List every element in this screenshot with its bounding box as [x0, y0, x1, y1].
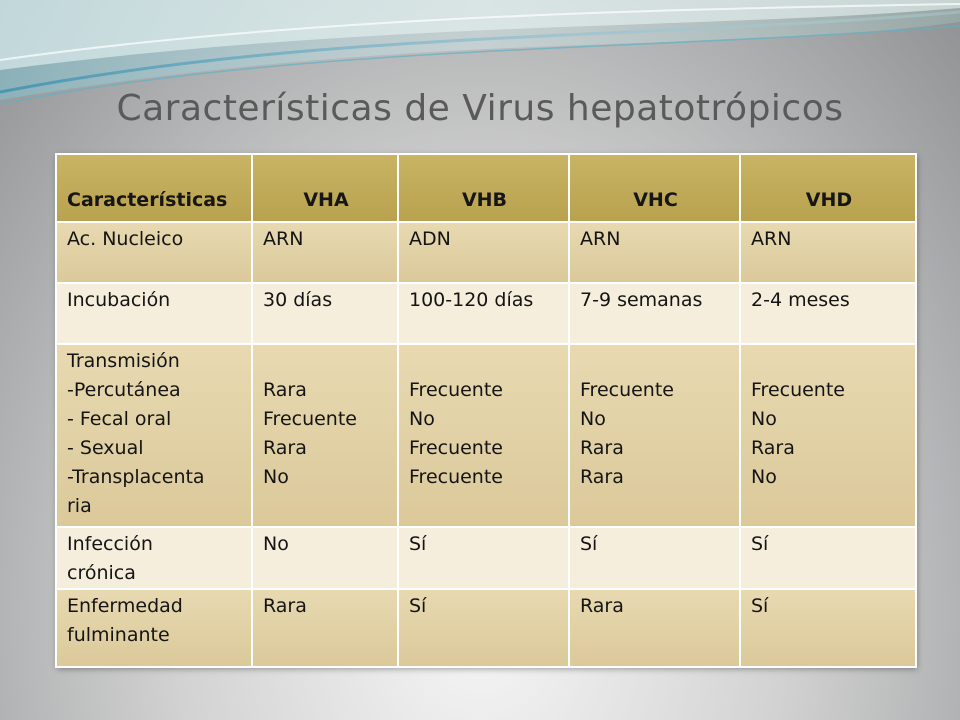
table-cell: Rara	[569, 589, 740, 667]
table-cell: 30 días	[252, 283, 398, 344]
table-header-row	[56, 154, 916, 222]
row-label-transmision: Transmisión -Percutánea - Fecal oral - Sexual -Transplacenta ria	[67, 350, 205, 517]
row-label-infeccion-cell	[56, 527, 252, 589]
row-label-enfermedad-cell	[56, 589, 252, 667]
table-cell: Frecuente No Frecuente Frecuente	[409, 379, 503, 488]
table-cell: Rara	[252, 589, 398, 667]
table-row	[56, 589, 916, 667]
table-cell: ARN	[569, 222, 740, 283]
table-cell: ARN	[740, 222, 916, 283]
table-cell: 100-120 días	[398, 283, 569, 344]
header-vhc: VHC	[569, 154, 740, 222]
table-cell: ARN	[252, 222, 398, 283]
row-label-enfermedad-fulminante: Enfermedad fulminante	[67, 595, 183, 646]
table-cell: Frecuente No Rara Rara	[580, 379, 674, 488]
table-cell: Frecuente No Rara No	[751, 379, 845, 488]
virus-comparison-table	[55, 153, 917, 668]
table-cell: No	[252, 527, 398, 589]
row-label-infeccion-cronica: Infección crónica	[67, 533, 153, 584]
header-vha: VHA	[252, 154, 398, 222]
header-vhb: VHB	[398, 154, 569, 222]
table-cell: 7-9 semanas	[569, 283, 740, 344]
table-row	[56, 344, 916, 527]
table-row	[56, 283, 916, 344]
table-row	[56, 527, 916, 589]
table-cell: Rara Frecuente Rara No	[263, 379, 357, 488]
table-row	[56, 222, 916, 283]
page-title: Características de Virus hepatotrópicos	[116, 88, 844, 129]
table-cell-wrap	[252, 344, 398, 527]
table-cell: Sí	[398, 527, 569, 589]
table-cell: Sí	[740, 589, 916, 667]
table-cell-wrap	[740, 344, 916, 527]
table-cell: ADN	[398, 222, 569, 283]
table-cell: Sí	[740, 527, 916, 589]
row-label-ac-nucleico: Ac. Nucleico	[56, 222, 252, 283]
table-cell: Sí	[569, 527, 740, 589]
header-caracteristicas: Características	[56, 154, 252, 222]
virus-table-container	[55, 153, 915, 666]
header-vhd: VHD	[740, 154, 916, 222]
row-label-transmision-cell	[56, 344, 252, 527]
row-label-incubacion: Incubación	[56, 283, 252, 344]
table-cell: Sí	[398, 589, 569, 667]
table-cell: 2-4 meses	[740, 283, 916, 344]
table-cell-wrap	[398, 344, 569, 527]
table-cell-wrap	[569, 344, 740, 527]
